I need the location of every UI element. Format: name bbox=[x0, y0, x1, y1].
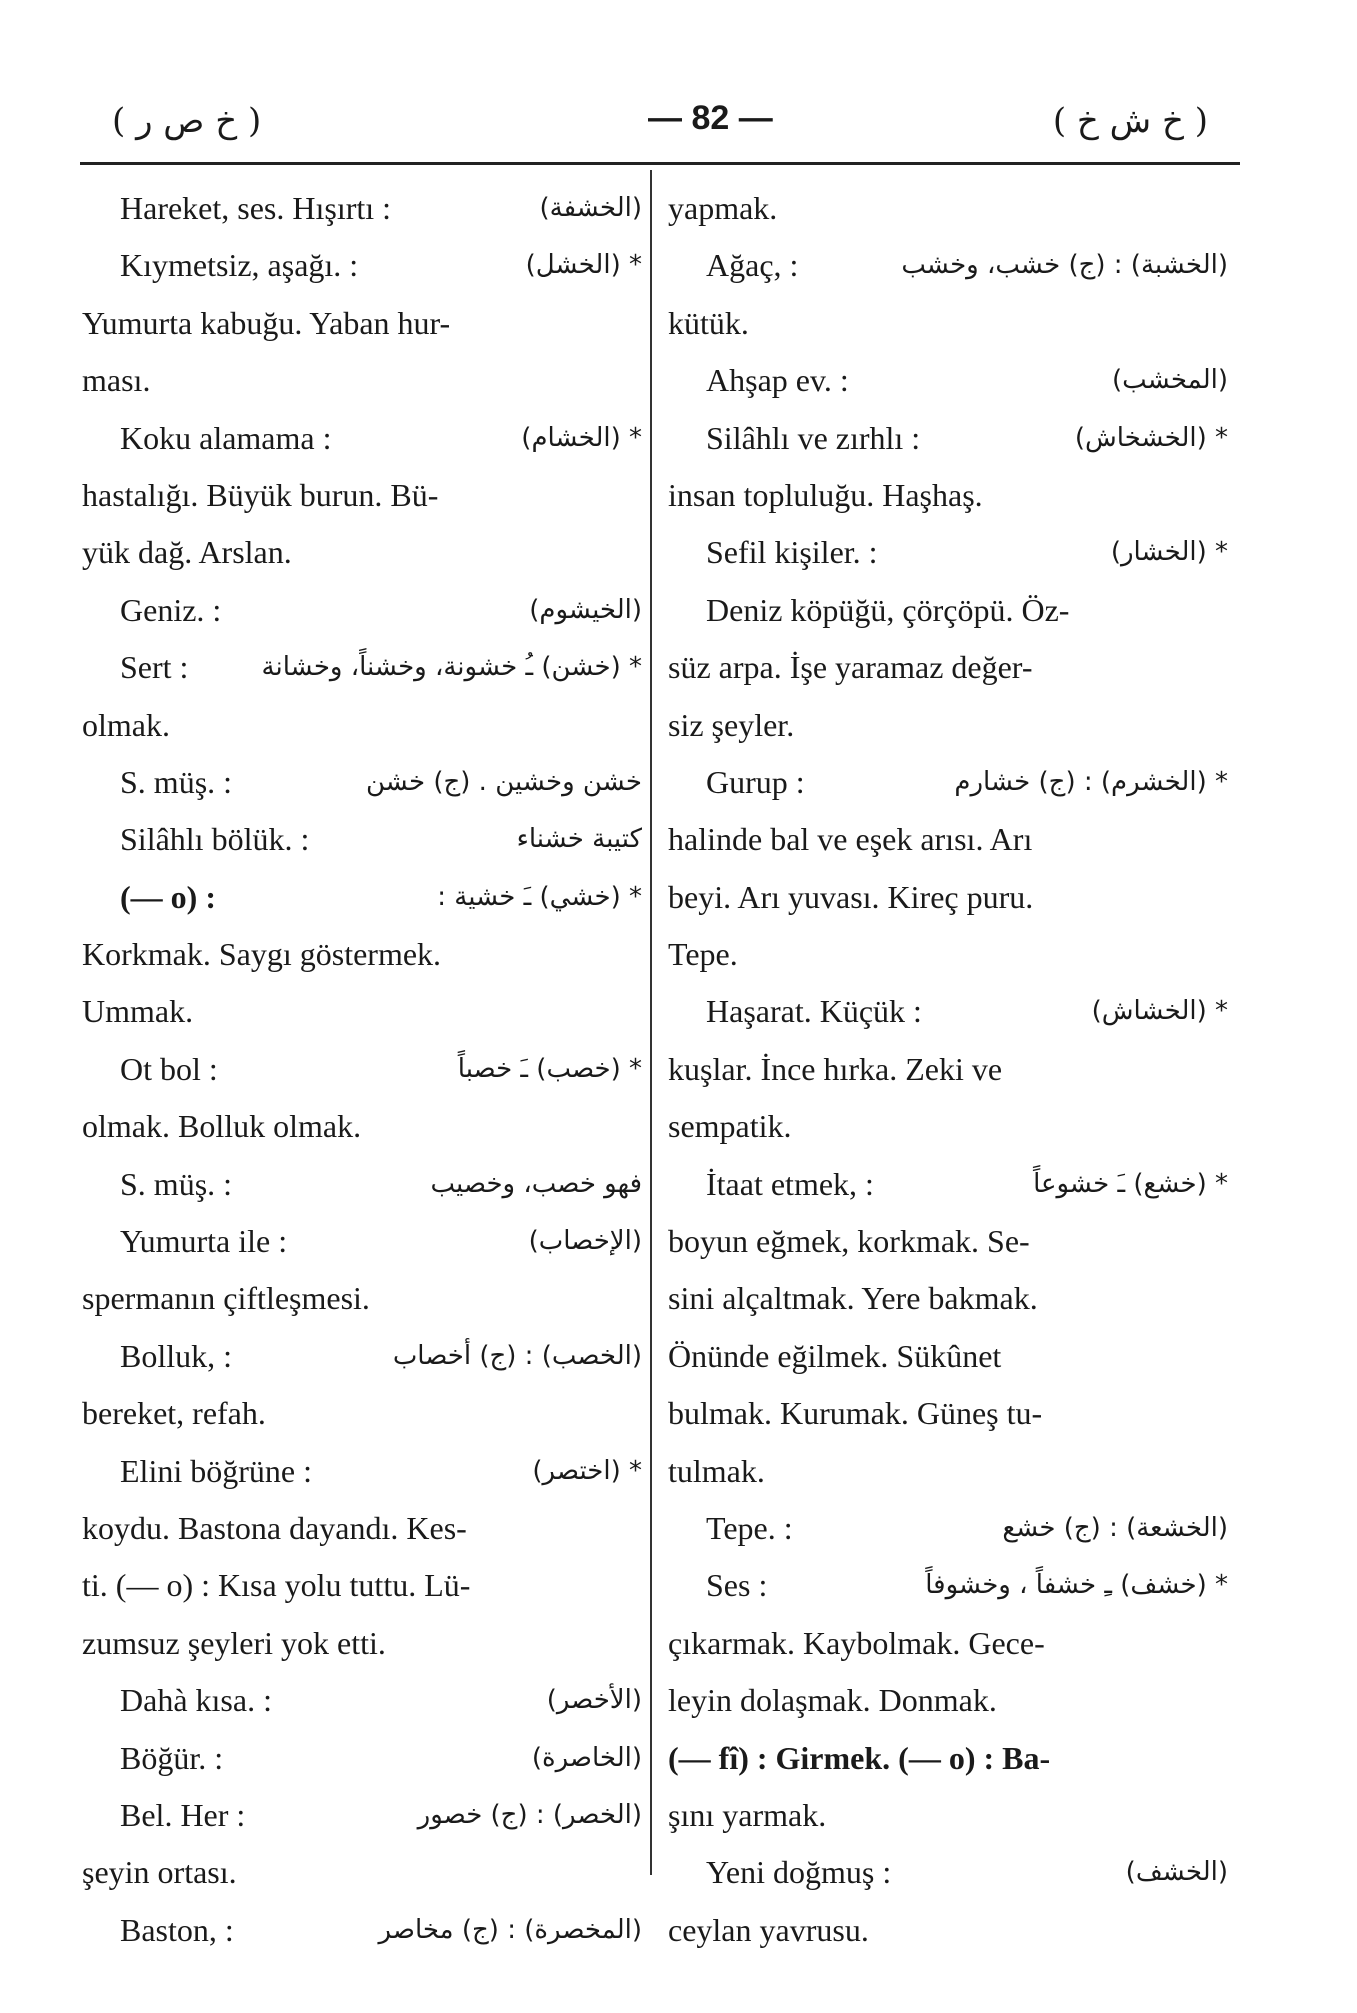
entry-line: leyin dolaşmak. Donmak. bbox=[668, 1682, 997, 1719]
page-header bbox=[80, 95, 1280, 155]
entry-line: olmak. bbox=[82, 706, 170, 743]
entry-line: Silâhlı bölük. : كتيبة خشناء bbox=[120, 821, 642, 858]
entry-line: yapmak. bbox=[668, 190, 778, 226]
left-column bbox=[82, 180, 642, 1959]
entry-line: boyun eğmek, korkmak. Se- bbox=[668, 1223, 1030, 1260]
entry-line: bulmak. Kurumak. Güneş tu- bbox=[668, 1395, 1043, 1432]
entry-line: Hareket, ses. Hışırtı : (الخشفة) bbox=[120, 190, 642, 226]
entry-line: sini alçaltmak. Yere bakmak. bbox=[668, 1280, 1038, 1317]
entry-line: çıkarmak. Kaybolmak. Gece- bbox=[668, 1624, 1045, 1661]
header-right-guide: ( خ ش خ ) bbox=[1052, 101, 1208, 141]
entry-line: tulmak. bbox=[668, 1452, 765, 1489]
entry-line: zumsuz şeyleri yok etti. bbox=[82, 1624, 386, 1661]
entry-line: ti. (— o) : Kısa yolu tuttu. Lü- bbox=[82, 1567, 471, 1604]
entry-line: Önünde eğilmek. Sükûnet bbox=[668, 1337, 1002, 1374]
entry-line: S. müş. : فهو خصب، وخصيب bbox=[120, 1165, 642, 1202]
entry-line: Silâhlı ve zırhlı : * (الخشخاش) bbox=[706, 419, 1228, 456]
header-left-guide: ( خ ص ر ) bbox=[112, 101, 262, 141]
entry-line: Ot bol : * (خصب) ـَ خصباً bbox=[120, 1050, 642, 1087]
entry-line: Dahà kısa. : (الأخصر) bbox=[120, 1682, 642, 1719]
entry-line: Ummak. bbox=[82, 993, 194, 1030]
entry-line: Ahşap ev. : (المخشب) bbox=[706, 362, 1228, 399]
entry-line: siz şeyler. bbox=[668, 706, 795, 743]
entry-line: kuşlar. İnce hırka. Zeki ve bbox=[668, 1050, 1003, 1087]
entry-line: Koku alamama : * (الخشام) bbox=[120, 419, 642, 456]
right-column bbox=[668, 180, 1228, 1959]
entry-line: spermanın çiftleşmesi. bbox=[82, 1280, 370, 1317]
entry-line: Tepe. : (الخشعة) : (ج) خشع bbox=[706, 1509, 1228, 1546]
entry-line: Gurup : * (الخشرم) : (ج) خشارم bbox=[706, 763, 1228, 800]
entry-line: halinde bal ve eşek arısı. Arı bbox=[668, 821, 1033, 858]
entry-line: Kıymetsiz, aşağı. : * (الخشل) bbox=[120, 247, 642, 284]
entry-line: yük dağ. Arslan. bbox=[82, 534, 292, 571]
entry-line: koydu. Bastona dayandı. Kes- bbox=[82, 1509, 467, 1546]
entry-line: (— fî) : Girmek. (— o) : Ba- bbox=[668, 1739, 1051, 1776]
entry-line: ması. bbox=[82, 362, 151, 399]
entry-line: Bel. Her : (الخصر) : (ج) خصور bbox=[120, 1796, 642, 1833]
entry-line: İtaat etmek, : * (خشع) ـَ خشوعاً bbox=[706, 1165, 1228, 1202]
column-divider bbox=[650, 170, 652, 1875]
entry-line: Böğür. : (الخاصرة) bbox=[120, 1739, 642, 1776]
entry-line: şını yarmak. bbox=[668, 1796, 827, 1833]
header-rule bbox=[80, 162, 1240, 165]
entry-line: S. müş. : خشن وخشين . (ج) خشن bbox=[120, 763, 642, 800]
entry-line: beyi. Arı yuvası. Kireç puru. bbox=[668, 878, 1034, 915]
entry-line: Tepe. bbox=[668, 936, 738, 973]
entry-line: Sefil kişiler. : * (الخشار) bbox=[706, 534, 1228, 571]
entry-line: Geniz. : (الخيشوم) bbox=[120, 591, 642, 628]
entry-line: Yumurta ile : (الإخصاب) bbox=[120, 1223, 642, 1260]
page-number: — 82 — bbox=[648, 99, 773, 137]
entry-line: Korkmak. Saygı göstermek. bbox=[82, 936, 442, 973]
entry-line: kütük. bbox=[668, 304, 749, 341]
entry-line: süz arpa. İşe yaramaz değer- bbox=[668, 649, 1033, 686]
entry-line: Ağaç, : (الخشبة) : (ج) خشب، وخشب bbox=[706, 247, 1228, 284]
entry-line: hastalığı. Büyük burun. Bü- bbox=[82, 476, 439, 513]
entry-line: sempatik. bbox=[668, 1108, 792, 1145]
entry-line: ceylan yavrusu. bbox=[668, 1911, 869, 1948]
entry-line: şeyin ortası. bbox=[82, 1854, 237, 1891]
entry-line: (— o) : * (خشي) ـَ خشية : bbox=[120, 878, 642, 915]
entry-line: Bolluk, : (الخصب) : (ج) أخصاب bbox=[120, 1337, 642, 1374]
entry-line: Elini böğrüne : * (اختصر) bbox=[120, 1452, 642, 1489]
entry-line: Yeni doğmuş : (الخشف) bbox=[706, 1854, 1228, 1891]
entry-line: insan topluluğu. Haşhaş. bbox=[668, 476, 983, 513]
entry-line: bereket, refah. bbox=[82, 1395, 266, 1432]
entry-line: olmak. Bolluk olmak. bbox=[82, 1108, 362, 1145]
entry-line: Baston, : (المخصرة) : (ج) مخاصر bbox=[120, 1911, 642, 1948]
entry-line: Haşarat. Küçük : * (الخشاش) bbox=[706, 993, 1228, 1030]
entry-line: Yumurta kabuğu. Yaban hur- bbox=[82, 304, 451, 341]
entry-line: Ses : * (خشف) ـِ خشفاً ، وخشوفاً bbox=[706, 1567, 1228, 1604]
entry-line: Sert : * (خشن) ـُ خشونة، وخشناً، وخشانة bbox=[120, 649, 642, 686]
entry-line: Deniz köpüğü, çörçöpü. Öz- bbox=[706, 591, 1070, 628]
